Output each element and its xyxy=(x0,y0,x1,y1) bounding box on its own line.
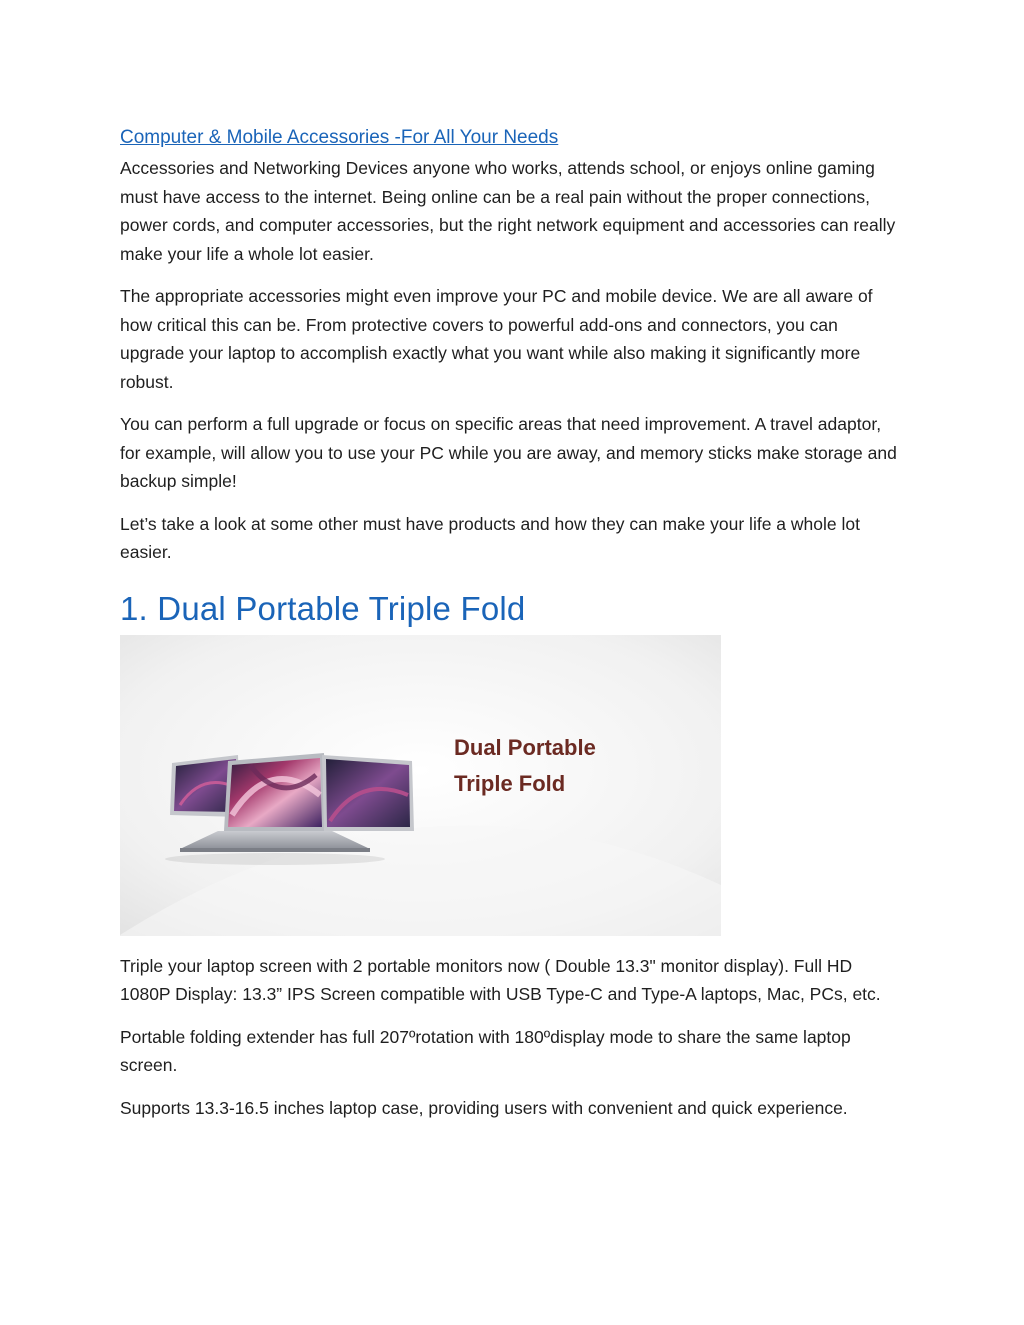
intro-paragraph: You can perform a full upgrade or focus on specific areas that need improvement. A travel adaptor, for example, will allow you to use your PC while you are away, and memory sticks make storage and backup simple! xyxy=(120,414,897,491)
right-monitor xyxy=(322,755,414,831)
image-caption-line2: Triple Fold xyxy=(454,770,566,796)
section-title: 1. Dual Portable Triple Fold xyxy=(120,589,526,627)
intro-paragraph: The appropriate accessories might even improve your PC and mobile device. We are all aware of how critical this can be. From protective covers to powerful add-ons and connectors, you can upgrade your laptop to accomplish exactly what you want while also making it significantly more robust. xyxy=(120,286,873,392)
product-description xyxy=(120,952,900,1123)
document-page xyxy=(120,124,900,1136)
intro-section xyxy=(120,154,900,567)
product-paragraph: Portable folding extender has full 207ºrotation with 180ºdisplay mode to share the same laptop screen. xyxy=(120,1026,851,1075)
product-image xyxy=(120,635,721,936)
intro-paragraph: Accessories and Networking Devices anyone who works, attends school, or enjoys online gaming must have access to the internet. Being online can be a real pain without the proper connections, power cords, and computer accessories, but the right network equipment and accessories can really make your life a whole lot easier. xyxy=(120,158,896,264)
product-paragraph: Supports 13.3-16.5 inches laptop case, providing users with convenient and quick experience. xyxy=(120,1097,848,1118)
laptop-screen xyxy=(224,753,326,831)
intro-paragraph: Let’s take a look at some other must have products and how they can make your life a whole lot easier. xyxy=(120,513,860,562)
category-link[interactable]: Computer & Mobile Accessories -For All Your Needs xyxy=(120,127,559,148)
image-caption-line1: Dual Portable xyxy=(454,734,596,760)
product-paragraph: Triple your laptop screen with 2 portable monitors now ( Double 13.3" monitor display). Full HD 1080P Display: 13.3” IPS Screen compatible with USB Type-C and Type-A laptops, Mac, PCs, etc. xyxy=(120,955,881,1004)
